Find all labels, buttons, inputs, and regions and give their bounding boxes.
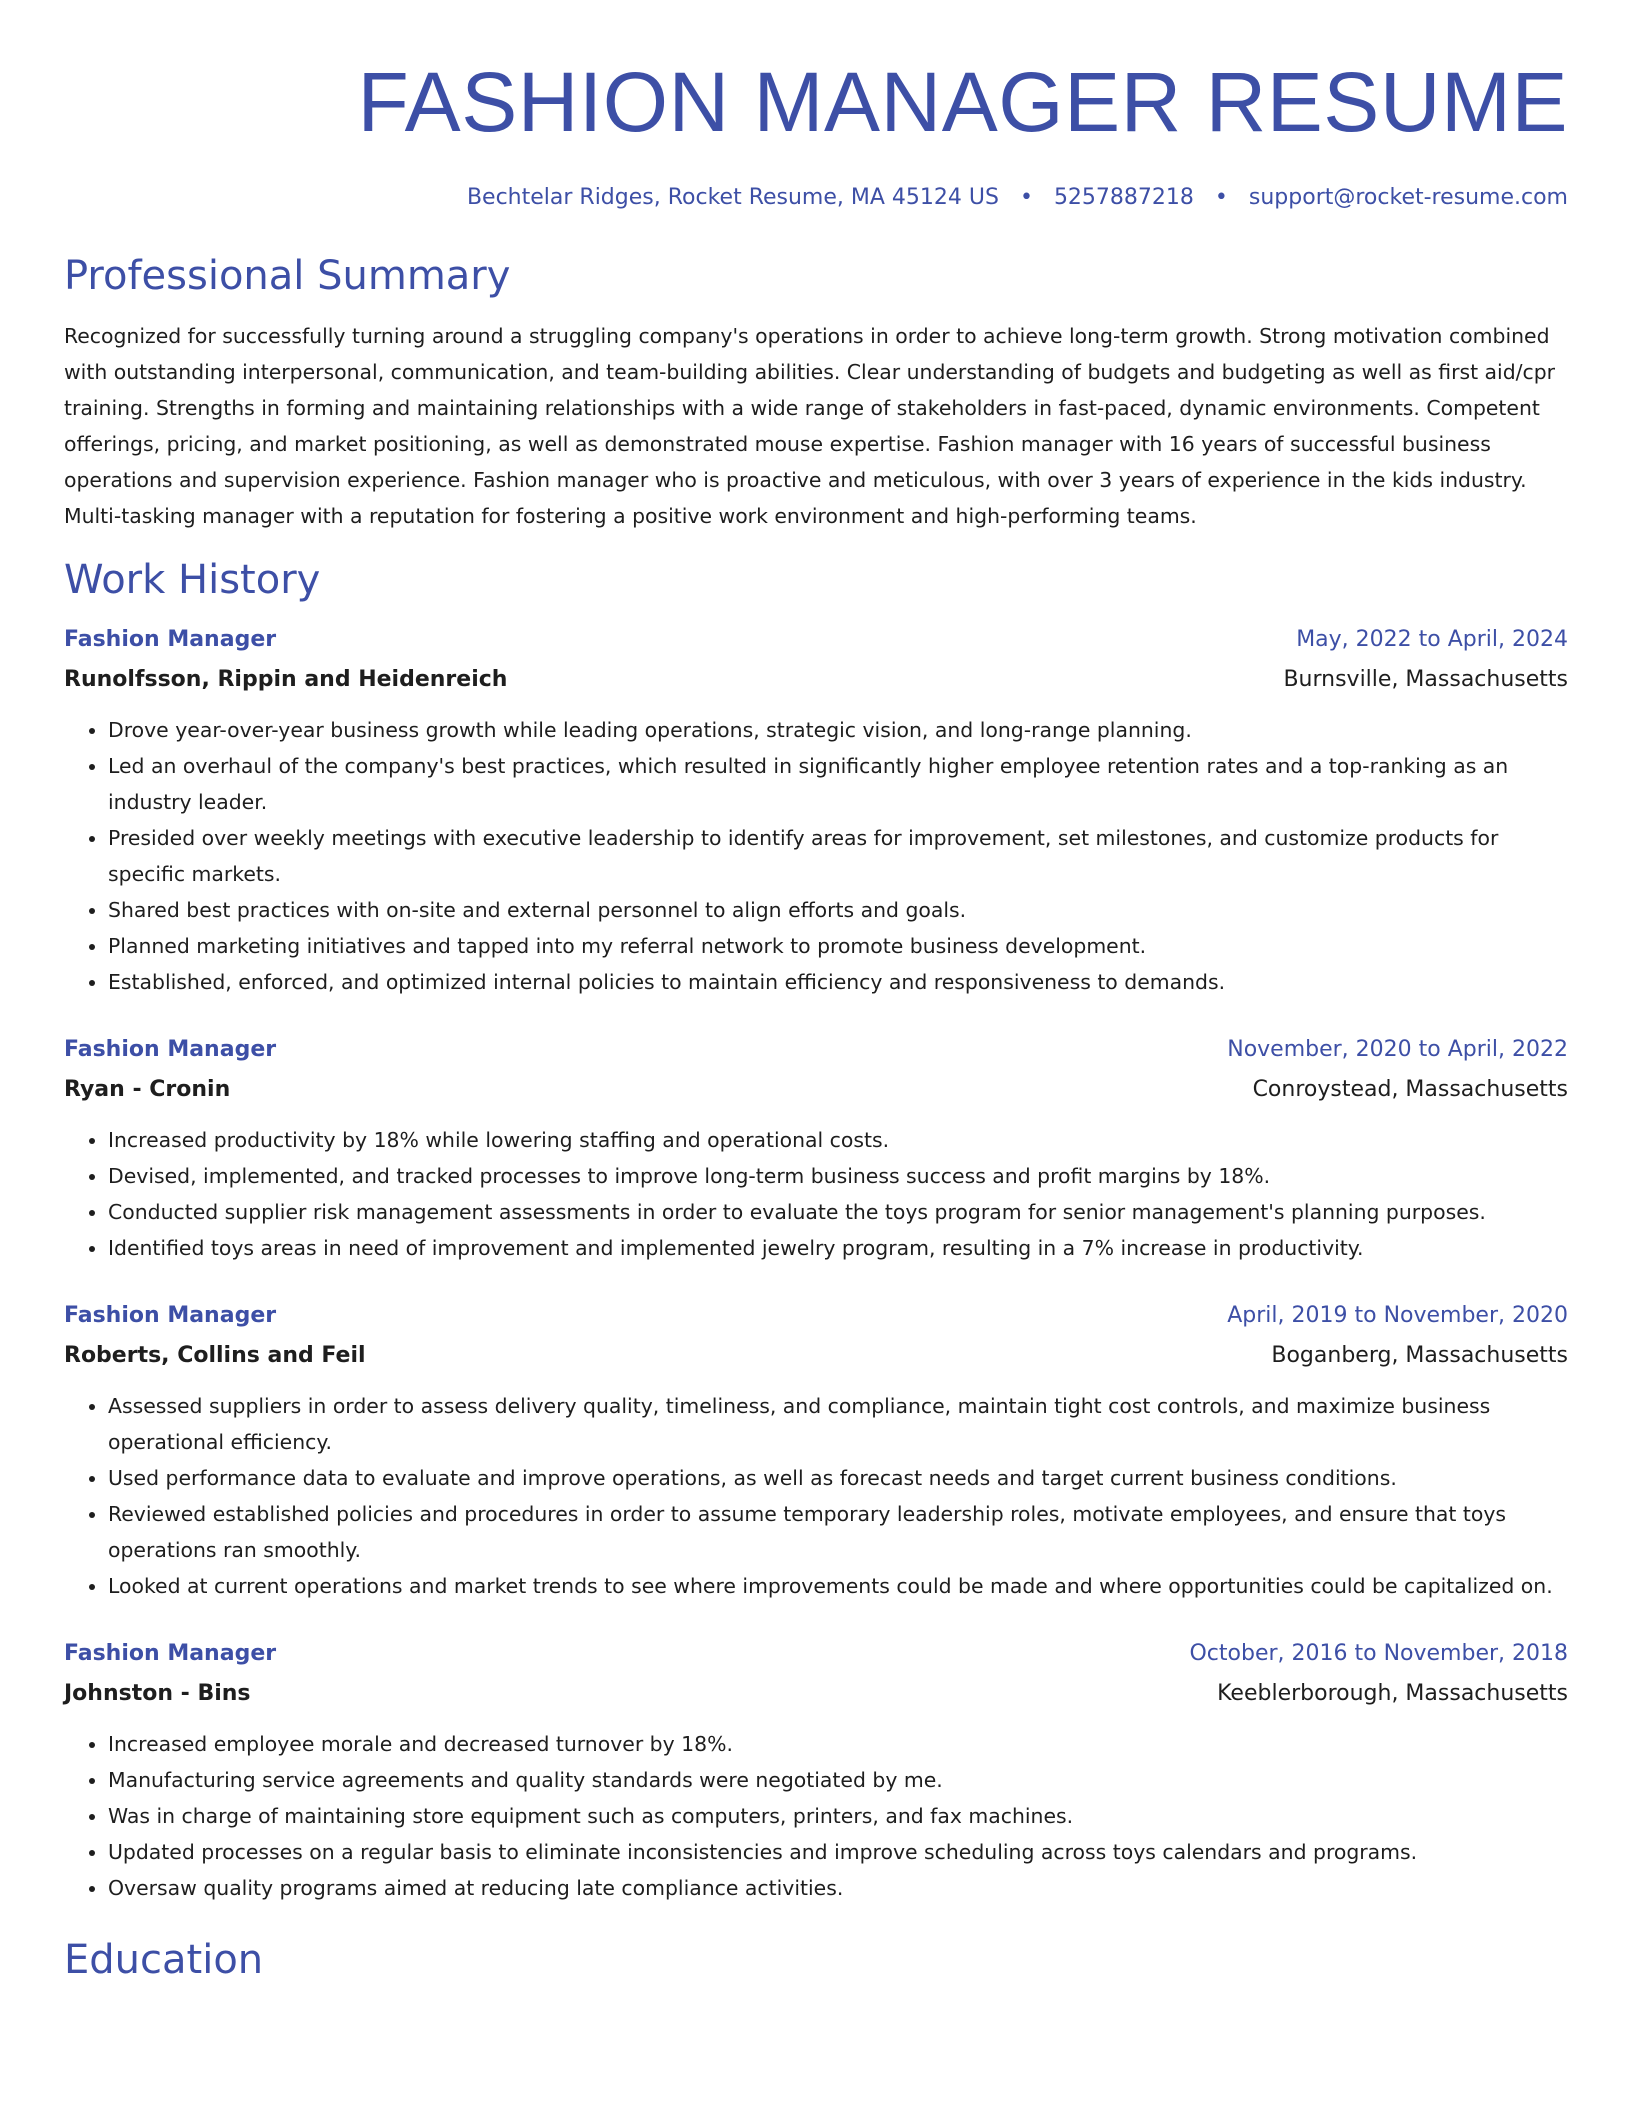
job-bullets: [64, 1122, 1568, 1266]
job-bullet: • Devised, implemented, and tracked processes to improve long-term business success and profit margins by 18%.: [108, 1158, 1568, 1194]
job-location: Keeblerborough, Massachusetts: [1217, 1681, 1568, 1706]
job-bullet: • Established, enforced, and optimized internal policies to maintain efficiency and responsiveness to demands.: [108, 964, 1568, 1000]
job-title: Fashion Manager: [64, 627, 277, 652]
job-entry: [64, 1634, 1568, 1906]
job-title: Fashion Manager: [64, 1037, 277, 1062]
job-dates: April, 2019 to November, 2020: [1227, 1303, 1568, 1328]
job-location: Conroystead, Massachusetts: [1252, 1077, 1568, 1102]
job-entry: [64, 1030, 1568, 1266]
job-bullet: • Updated processes on a regular basis to eliminate inconsistencies and improve scheduling across toys calendars and programs.: [108, 1834, 1568, 1870]
job-bullet: • Shared best practices with on-site and external personnel to align efforts and goals.: [108, 892, 1568, 928]
contact-email: support@rocket-resume.com: [1248, 185, 1568, 210]
job-dates: November, 2020 to April, 2022: [1227, 1037, 1568, 1062]
job-bullet: • Manufacturing service agreements and quality standards were negotiated by me.: [108, 1762, 1568, 1798]
education-heading: Education: [64, 1937, 264, 1983]
job-bullet: • Conducted supplier risk management assessments in order to evaluate the toys program for senior management's planning purposes.: [108, 1194, 1568, 1230]
job-bullet: • Planned marketing initiatives and tapped into my referral network to promote business development.: [108, 928, 1568, 964]
contact-address: Bechtelar Ridges, Rocket Resume, MA 45124 US: [466, 185, 999, 210]
job-employer: Roberts, Collins and Feil: [64, 1343, 366, 1368]
job-bullet: • Was in charge of maintaining store equipment such as computers, printers, and fax machines.: [108, 1798, 1568, 1834]
job-bullet: • Drove year-over-year business growth while leading operations, strategic vision, and long-range planning.: [108, 712, 1568, 748]
contact-separator: •: [1019, 185, 1033, 210]
job-bullets: [64, 712, 1568, 1000]
job-title: Fashion Manager: [64, 1641, 277, 1666]
job-bullet: • Presided over weekly meetings with executive leadership to identify areas for improvement, set milestones, and customize products for specific markets.: [108, 820, 1568, 892]
job-dates: May, 2022 to April, 2024: [1296, 627, 1568, 652]
job-entry: [64, 1296, 1568, 1604]
job-bullets: [64, 1726, 1568, 1906]
job-bullet: • Increased productivity by 18% while lowering staffing and operational costs.: [108, 1122, 1568, 1158]
job-bullet: • Used performance data to evaluate and improve operations, as well as forecast needs and target current business conditions.: [108, 1460, 1568, 1496]
summary-text: Recognized for successfully turning around a struggling company's operations in order to achieve long-term growth. Strong motivation combined with outstanding interpersonal, communication, and team-building abilities. Clear understanding of budgets and budgeting as well as first aid/cpr training. Strengths in forming and maintaining relationships with a wide range of stakeholders in fast-paced, dynamic environments. Competent offerings, pricing, and market positioning, as well as demonstrated mouse expertise. Fashion manager with 16 years of successful business operations and supervision experience. Fashion manager who is proactive and meticulous, with over 3 years of experience in the kids industry. Multi-tasking manager with a reputation for fostering a positive work environment and high-performing teams.: [64, 324, 1556, 528]
job-bullet: • Looked at current operations and market trends to see where improvements could be made and where opportunities could be capitalized on.: [108, 1568, 1568, 1604]
job-bullet: • Increased employee morale and decreased turnover by 18%.: [108, 1726, 1568, 1762]
job-employer: Johnston - Bins: [64, 1681, 251, 1706]
summary-heading: Professional Summary: [64, 253, 511, 299]
job-bullet: • Oversaw quality programs aimed at reducing late compliance activities.: [108, 1870, 1568, 1906]
job-location: Burnsville, Massachusetts: [1283, 667, 1568, 692]
job-title: Fashion Manager: [64, 1303, 277, 1328]
job-employer: Ryan - Cronin: [64, 1077, 231, 1102]
job-bullet: • Identified toys areas in need of improvement and implemented jewelry program, resulting in a 7% increase in productivity.: [108, 1230, 1568, 1266]
job-bullet: • Assessed suppliers in order to assess delivery quality, timeliness, and compliance, maintain tight cost controls, and maximize business operational efficiency.: [108, 1388, 1568, 1460]
resume-title: FASHION MANAGER RESUME: [357, 55, 1568, 149]
job-bullet: • Led an overhaul of the company's best practices, which resulted in significantly higher employee retention rates and a top-ranking as an industry leader.: [108, 748, 1568, 820]
job-dates: October, 2016 to November, 2018: [1189, 1641, 1568, 1666]
job-bullets: [64, 1388, 1568, 1604]
resume-page: [64, 0, 1568, 1986]
job-bullet: • Reviewed established policies and procedures in order to assume temporary leadership roles, motivate employees, and ensure that toys operations ran smoothly.: [108, 1496, 1568, 1568]
job-employer: Runolfsson, Rippin and Heidenreich: [64, 667, 508, 692]
contact-line: [64, 182, 1568, 214]
contact-phone: 5257887218: [1053, 185, 1194, 210]
job-location: Boganberg, Massachusetts: [1271, 1343, 1568, 1368]
work-history-heading: Work History: [64, 557, 321, 603]
job-entry: [64, 620, 1568, 1000]
contact-separator: •: [1214, 185, 1228, 210]
